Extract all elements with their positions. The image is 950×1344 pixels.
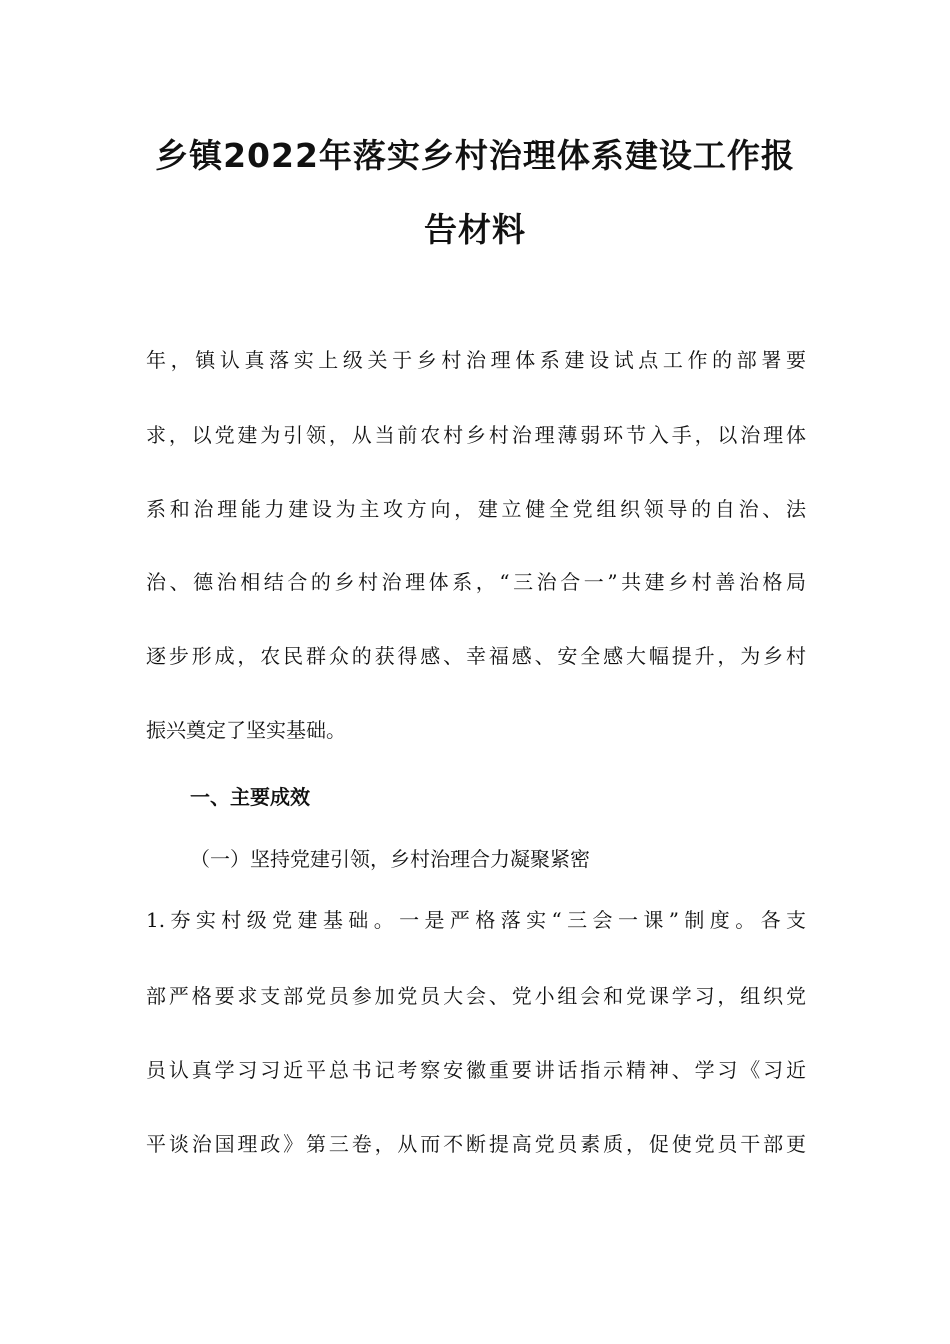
document-title-line-1: 乡镇2022年落实乡村治理体系建设工作报 [155, 136, 795, 175]
intro-line-1: 年，镇认真落实上级关于乡村治理体系建设试点工作的部署要 [146, 348, 806, 372]
subsection-heading-party-leadership: （一）坚持党建引领，乡村治理合力凝聚紧密 [190, 847, 590, 871]
intro-line-3: 系和治理能力建设为主攻方向，建立健全党组织领导的自治、法 [146, 497, 806, 521]
intro-line-4: 治、德治相结合的乡村治理体系，“三治合一”共建乡村善治格局 [146, 570, 806, 594]
intro-line-2: 求，以党建为引领，从当前农村乡村治理薄弱环节入手，以治理体 [146, 423, 806, 447]
item1-line-2: 部严格要求支部党员参加党员大会、党小组会和党课学习，组织党 [146, 984, 806, 1008]
item1-line-4: 平谈治国理政》第三卷，从而不断提高党员素质，促使党员干部更 [146, 1132, 806, 1156]
section-heading-main-results: 一、主要成效 [190, 785, 310, 809]
intro-line-5: 逐步形成，农民群众的获得感、幸福感、安全感大幅提升，为乡村 [146, 644, 806, 668]
intro-line-6: 振兴奠定了坚实基础。 [146, 718, 346, 742]
item1-line-3: 员认真学习习近平总书记考察安徽重要讲话指示精神、学习《习近 [146, 1058, 806, 1082]
item1-line-1: 1.夯实村级党建基础。一是严格落实“三会一课”制度。各支 [146, 908, 806, 932]
document-title-line-2: 告材料 [424, 210, 526, 249]
